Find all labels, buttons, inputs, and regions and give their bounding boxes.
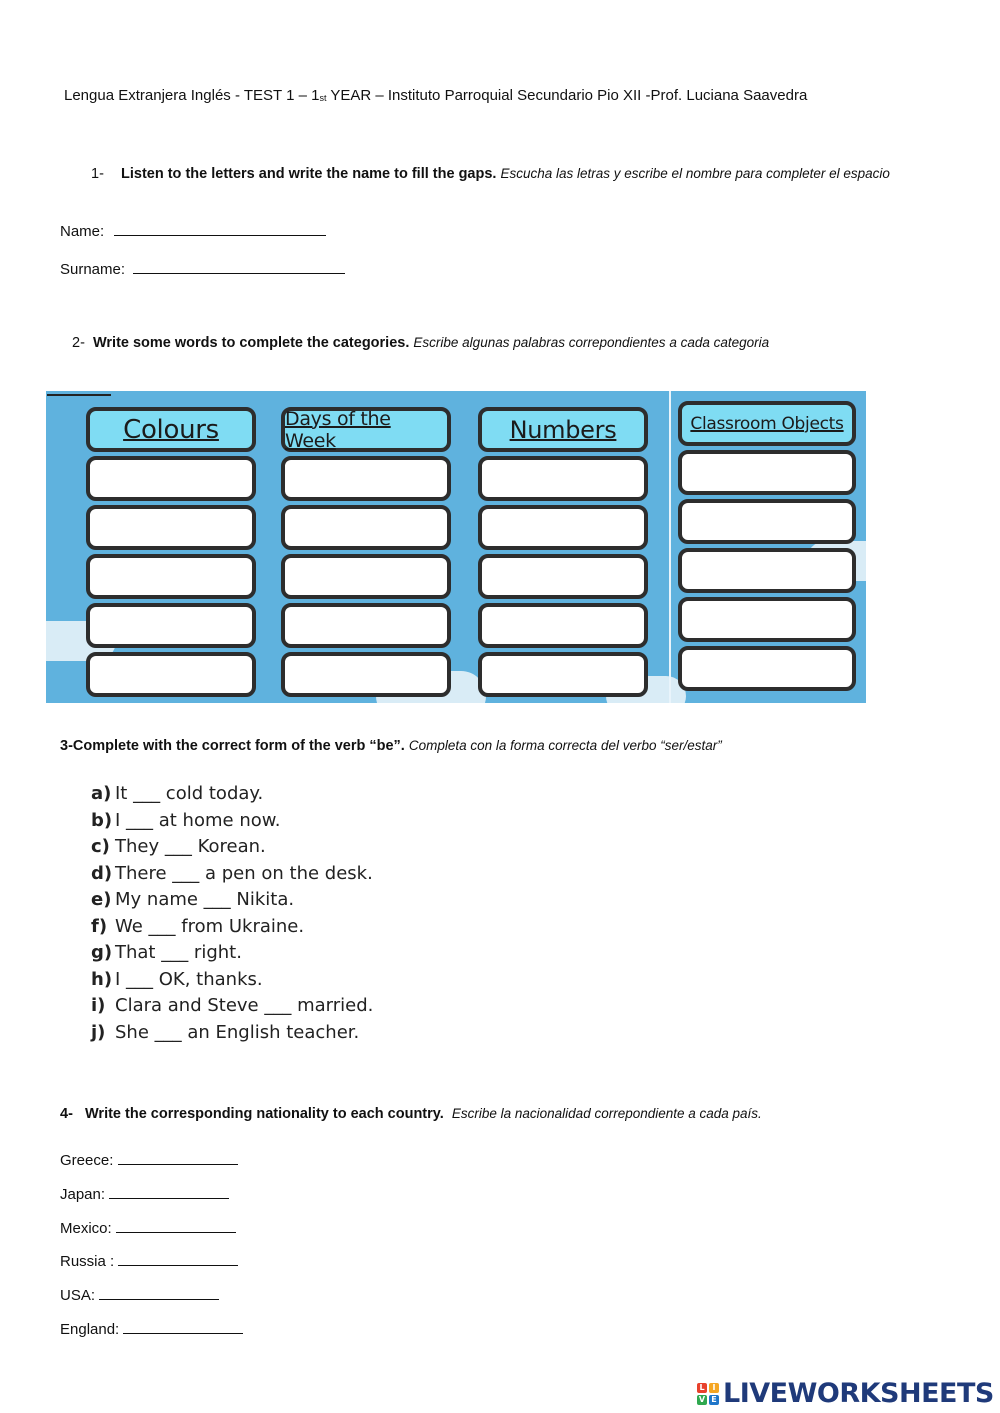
item-letter: c): [91, 836, 110, 857]
item-sentence[interactable]: She ___ an English teacher.: [115, 1021, 360, 1043]
list-item: [91, 889, 373, 916]
category-header-numbers: Numbers: [478, 407, 648, 452]
answer-box[interactable]: [478, 554, 648, 599]
liveworksheets-logo: [697, 1378, 994, 1409]
list-item: [91, 916, 373, 943]
item-letter: f): [91, 915, 108, 937]
name-field-row: [60, 222, 326, 240]
answer-box[interactable]: [281, 603, 451, 648]
item-letter: g): [91, 942, 113, 963]
list-item: [91, 995, 373, 1022]
question-2-instruction: Write some words to complete the categories.: [92, 335, 410, 351]
categories-board: [46, 391, 866, 703]
logo-letter: V: [698, 1394, 706, 1404]
item-letter: e): [91, 889, 112, 910]
question-4: [60, 1106, 762, 1122]
worksheet-header: [64, 87, 807, 104]
item-letter: j): [91, 1021, 106, 1043]
header-text-2: YEAR – Instituto Parroquial Secundario Pio XII -Prof. Luciana Saavedra: [326, 87, 808, 104]
category-classroom-objects: [678, 401, 856, 691]
question-3-instruction: 3-Complete with the correct form of the verb “be”.: [60, 738, 405, 754]
question-2-number: 2-: [72, 335, 85, 351]
surname-answer-blank[interactable]: [133, 260, 345, 274]
answer-box[interactable]: [86, 652, 256, 697]
answer-box[interactable]: [86, 456, 256, 501]
question-1-instruction: Listen to the letters and write the name to fill the gaps.: [121, 166, 497, 182]
answer-box[interactable]: [678, 499, 856, 544]
nationality-row: [60, 1219, 236, 1237]
item-letter: i): [91, 995, 106, 1016]
item-sentence[interactable]: It ___ cold today.: [115, 783, 264, 804]
answer-box[interactable]: [281, 505, 451, 550]
question-4-translation: Escribe la nacionalidad correpondiente a cada país.: [451, 1106, 762, 1121]
answer-box[interactable]: [86, 603, 256, 648]
nationality-answer-blank[interactable]: [109, 1185, 229, 1199]
answer-box[interactable]: [678, 646, 856, 691]
surname-label: Surname:: [60, 261, 126, 278]
item-sentence[interactable]: I ___ at home now.: [115, 809, 281, 831]
name-answer-blank[interactable]: [114, 222, 326, 236]
answer-box[interactable]: [86, 554, 256, 599]
nationality-row: [60, 1320, 243, 1338]
board-divider: [669, 391, 671, 703]
underline-mark: [47, 394, 111, 396]
country-label: Russia :: [60, 1253, 115, 1270]
country-label: Japan:: [60, 1186, 106, 1203]
nationality-row: [60, 1185, 229, 1203]
question-1-translation: Escucha las letras y escribe el nombre para completer el espacio: [500, 166, 890, 181]
nationality-answer-blank[interactable]: [118, 1252, 238, 1266]
list-item: [91, 969, 373, 996]
logo-icon: [697, 1383, 719, 1405]
item-letter: h): [91, 968, 113, 990]
item-sentence[interactable]: We ___ from Ukraine.: [115, 915, 305, 937]
category-header-colours: Colours: [86, 407, 256, 452]
item-sentence[interactable]: They ___ Korean.: [115, 836, 266, 857]
nationality-answer-blank[interactable]: [116, 1219, 236, 1233]
logo-wordmark: LIVEWORKSHEETS: [723, 1378, 994, 1409]
item-sentence[interactable]: Clara and Steve ___ married.: [115, 995, 374, 1016]
answer-box[interactable]: [478, 603, 648, 648]
list-item: [91, 836, 373, 863]
list-item: [91, 783, 373, 810]
name-label: Name:: [60, 223, 105, 240]
list-item: [91, 1022, 373, 1049]
answer-box[interactable]: [478, 652, 648, 697]
category-header-classroom-objects: Classroom Objects: [678, 401, 856, 446]
item-sentence[interactable]: There ___ a pen on the desk.: [115, 862, 373, 884]
nationality-answer-blank[interactable]: [99, 1286, 219, 1300]
logo-letter: I: [709, 1383, 719, 1393]
list-item: [91, 942, 373, 969]
nationality-row: [60, 1252, 238, 1270]
item-letter: a): [91, 783, 112, 804]
answer-box[interactable]: [678, 548, 856, 593]
category-days: [281, 407, 451, 697]
header-ordinal: st: [319, 93, 327, 103]
question-4-instruction: Write the corresponding nationality to each country.: [85, 1106, 444, 1122]
item-sentence[interactable]: That ___ right.: [115, 942, 242, 963]
logo-letter: L: [697, 1383, 707, 1393]
answer-box[interactable]: [281, 652, 451, 697]
question-4-number: 4-: [60, 1106, 73, 1122]
answer-box[interactable]: [478, 456, 648, 501]
question-2: [72, 335, 769, 351]
item-sentence[interactable]: My name ___ Nikita.: [115, 889, 295, 910]
answer-box[interactable]: [678, 450, 856, 495]
header-text-1: Lengua Extranjera Inglés - TEST 1 – 1: [64, 87, 320, 104]
nationality-row: [60, 1286, 219, 1304]
nationality-answer-blank[interactable]: [123, 1320, 243, 1334]
country-label: Greece:: [60, 1152, 114, 1169]
question-3-translation: Completa con la forma correcta del verbo “ser/estar”: [408, 738, 722, 753]
question-1: [91, 162, 941, 186]
country-label: England:: [60, 1321, 120, 1338]
answer-box[interactable]: [478, 505, 648, 550]
item-letter: b): [91, 809, 113, 831]
answer-box[interactable]: [678, 597, 856, 642]
surname-field-row: [60, 260, 345, 278]
list-item: [91, 863, 373, 890]
nationality-row: [60, 1151, 238, 1169]
category-header-days: Days of the Week: [281, 407, 451, 452]
logo-letter: E: [709, 1395, 719, 1405]
verb-be-list: [91, 783, 373, 1048]
answer-box[interactable]: [281, 554, 451, 599]
question-2-translation: Escribe algunas palabras correpondientes a cada categoria: [413, 335, 770, 350]
item-letter: d): [91, 862, 113, 884]
category-colours: [86, 407, 256, 697]
country-label: Mexico:: [60, 1220, 112, 1237]
question-1-number: 1-: [91, 166, 104, 182]
answer-box[interactable]: [86, 505, 256, 550]
answer-box[interactable]: [281, 456, 451, 501]
list-item: [91, 810, 373, 837]
nationality-answer-blank[interactable]: [118, 1151, 238, 1165]
item-sentence[interactable]: I ___ OK, thanks.: [115, 968, 263, 990]
category-numbers: [478, 407, 648, 697]
question-3: [60, 738, 722, 754]
country-label: USA:: [60, 1287, 96, 1304]
